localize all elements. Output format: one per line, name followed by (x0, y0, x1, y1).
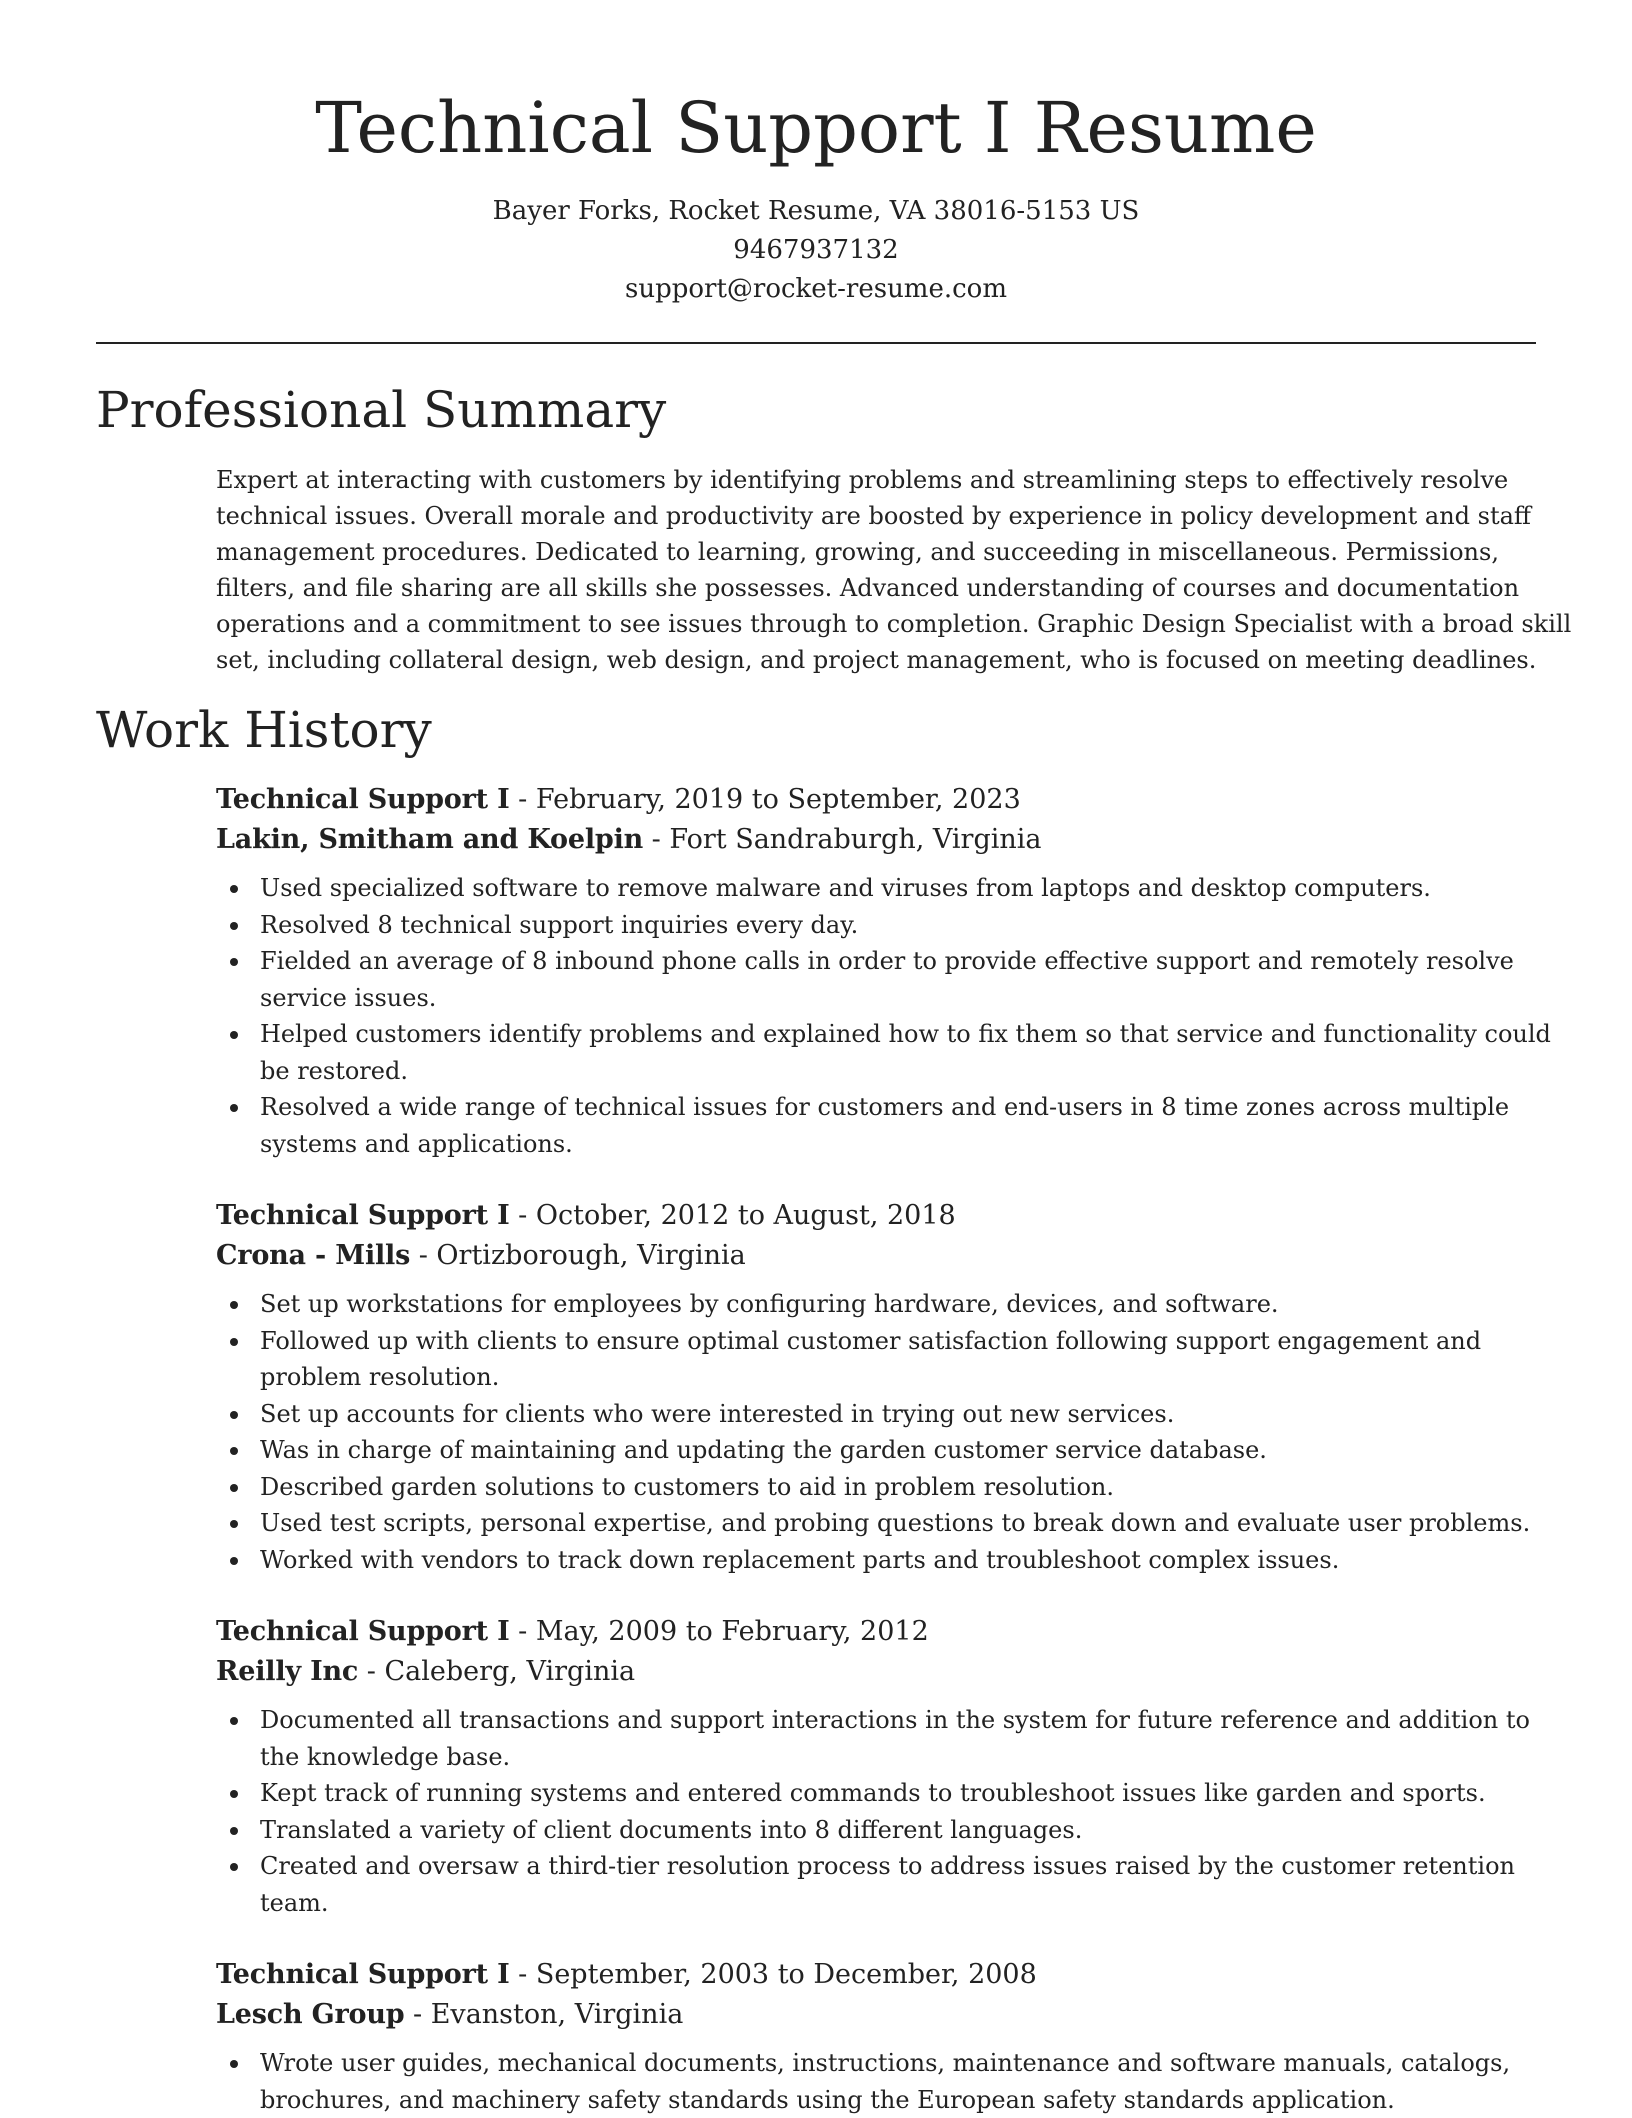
contact-phone: 9467937132 (96, 231, 1536, 270)
job-location: - Caleberg, Virginia (358, 1656, 635, 1687)
summary-line: technical issues. Overall morale and productivity are boosted by experience in policy development and staff (216, 498, 1556, 534)
contact-email: support@rocket-resume.com (96, 270, 1536, 309)
contact-block (96, 192, 1536, 309)
bullet-text: Set up accounts for clients who were interested in trying out new services. (260, 1396, 1546, 1433)
header-divider (96, 342, 1536, 344)
bullet-text: Worked with vendors to track down replacement parts and troubleshoot complex issues. (260, 1542, 1546, 1579)
bullet-icon (230, 958, 238, 966)
resume-title: Technical Support I Resume (96, 84, 1536, 172)
summary-line: Expert at interacting with customers by identifying problems and streamlining steps to effectively resolve (216, 462, 1556, 498)
bullet-text: brochures, and machinery safety standards using the European safety standards application. (260, 2082, 1546, 2118)
job-bullet (216, 1089, 1546, 1162)
bullet-icon (230, 2060, 238, 2068)
job-bullet (216, 1396, 1546, 1433)
job-bullet (216, 2045, 1546, 2118)
summary-line: management procedures. Dedicated to learning, growing, and succeeding in miscellaneous. Permissions, (216, 534, 1556, 570)
job-company-line (216, 1236, 1546, 1276)
bullet-icon (230, 1717, 238, 1725)
job-title: Technical Support I (216, 784, 510, 815)
professional-summary-text (216, 462, 1556, 678)
job-dates: - May, 2009 to February, 2012 (510, 1616, 929, 1647)
job-bullets (216, 1286, 1546, 1578)
job-company: Reilly Inc (216, 1656, 358, 1687)
bullet-icon (230, 1484, 238, 1492)
job-entry (216, 1612, 1546, 1921)
job-company-line (216, 820, 1546, 860)
job-bullet (216, 1702, 1546, 1775)
bullet-text: Resolved a wide range of technical issues for customers and end-users in 8 time zones across multiple (260, 1089, 1546, 1126)
job-bullet (216, 1848, 1546, 1921)
job-company-line (216, 1995, 1546, 2035)
bullet-text: Was in charge of maintaining and updating the garden customer service database. (260, 1432, 1546, 1469)
bullet-icon (230, 1790, 238, 1798)
bullet-icon (230, 1447, 238, 1455)
job-company: Crona - Mills (216, 1240, 410, 1271)
bullet-text: Described garden solutions to customers to aid in problem resolution. (260, 1469, 1546, 1506)
job-bullet (216, 1469, 1546, 1506)
bullet-icon (230, 1031, 238, 1039)
bullet-text: Resolved 8 technical support inquiries every day. (260, 907, 1546, 944)
bullet-icon (230, 1104, 238, 1112)
job-bullets (216, 1702, 1546, 1921)
job-location: - Fort Sandraburgh, Virginia (643, 824, 1041, 855)
summary-line: set, including collateral design, web design, and project management, who is focused on meeting deadlines. (216, 642, 1556, 678)
job-location: - Ortizborough, Virginia (410, 1240, 746, 1271)
bullet-text: Wrote user guides, mechanical documents, instructions, maintenance and software manuals, catalogs, (260, 2045, 1546, 2082)
bullet-text: be restored. (260, 1053, 1546, 1090)
job-bullet (216, 1016, 1546, 1089)
bullet-text: Helped customers identify problems and explained how to fix them so that service and functionality could (260, 1016, 1546, 1053)
job-bullets (216, 870, 1546, 1162)
job-title-line (216, 780, 1546, 820)
bullet-text: the knowledge base. (260, 1739, 1546, 1776)
bullet-text: Set up workstations for employees by configuring hardware, devices, and software. (260, 1286, 1546, 1323)
contact-address: Bayer Forks, Rocket Resume, VA 38016-5153 US (96, 192, 1536, 231)
bullet-icon (230, 1520, 238, 1528)
summary-line: filters, and file sharing are all skills she possesses. Advanced understanding of courses and documentation (216, 570, 1556, 606)
bullet-icon (230, 1557, 238, 1565)
work-history-heading: Work History (96, 698, 432, 762)
job-bullet (216, 1286, 1546, 1323)
bullet-text: Kept track of running systems and entered commands to troubleshoot issues like garden and sports. (260, 1775, 1546, 1812)
bullet-text: Used specialized software to remove malware and viruses from laptops and desktop computers. (260, 870, 1546, 907)
bullet-text: Translated a variety of client documents into 8 different languages. (260, 1812, 1546, 1849)
job-bullet (216, 1812, 1546, 1849)
bullet-text: systems and applications. (260, 1126, 1546, 1163)
job-entry (216, 1955, 1546, 2118)
job-bullets (216, 2045, 1546, 2118)
bullet-text: Used test scripts, personal expertise, and probing questions to break down and evaluate user problems. (260, 1505, 1546, 1542)
job-bullet (216, 870, 1546, 907)
job-company: Lakin, Smitham and Koelpin (216, 824, 643, 855)
job-dates: - October, 2012 to August, 2018 (510, 1200, 956, 1231)
summary-line: operations and a commitment to see issues through to completion. Graphic Design Specialist with a broad skill (216, 606, 1556, 642)
job-title-line (216, 1196, 1546, 1236)
bullet-icon (230, 1411, 238, 1419)
job-title: Technical Support I (216, 1616, 510, 1647)
bullet-text: Created and oversaw a third-tier resolution process to address issues raised by the customer retention (260, 1848, 1546, 1885)
job-bullet (216, 907, 1546, 944)
bullet-icon (230, 1827, 238, 1835)
job-bullet (216, 1323, 1546, 1396)
bullet-text: Followed up with clients to ensure optimal customer satisfaction following support engagement and (260, 1323, 1546, 1360)
job-title-line (216, 1612, 1546, 1652)
bullet-icon (230, 1301, 238, 1309)
job-title: Technical Support I (216, 1200, 510, 1231)
job-bullet (216, 943, 1546, 1016)
job-dates: - September, 2003 to December, 2008 (510, 1959, 1037, 1990)
bullet-text: team. (260, 1885, 1546, 1922)
job-title-line (216, 1955, 1546, 1995)
professional-summary-heading: Professional Summary (96, 378, 666, 442)
job-bullet (216, 1505, 1546, 1542)
bullet-icon (230, 1863, 238, 1871)
bullet-text: Fielded an average of 8 inbound phone calls in order to provide effective support and remotely resolve (260, 943, 1546, 980)
job-company-line (216, 1652, 1546, 1692)
bullet-icon (230, 885, 238, 893)
bullet-icon (230, 1338, 238, 1346)
bullet-text: service issues. (260, 980, 1546, 1017)
job-bullet (216, 1432, 1546, 1469)
job-location: - Evanston, Virginia (404, 1999, 683, 2030)
job-dates: - February, 2019 to September, 2023 (510, 784, 1021, 815)
bullet-text: Documented all transactions and support interactions in the system for future reference and addition to (260, 1702, 1546, 1739)
job-entry (216, 780, 1546, 1162)
job-entry (216, 1196, 1546, 1578)
job-bullet (216, 1775, 1546, 1812)
job-bullet (216, 1542, 1546, 1579)
bullet-text: problem resolution. (260, 1359, 1546, 1396)
job-company: Lesch Group (216, 1999, 404, 2030)
bullet-icon (230, 922, 238, 930)
job-title: Technical Support I (216, 1959, 510, 1990)
